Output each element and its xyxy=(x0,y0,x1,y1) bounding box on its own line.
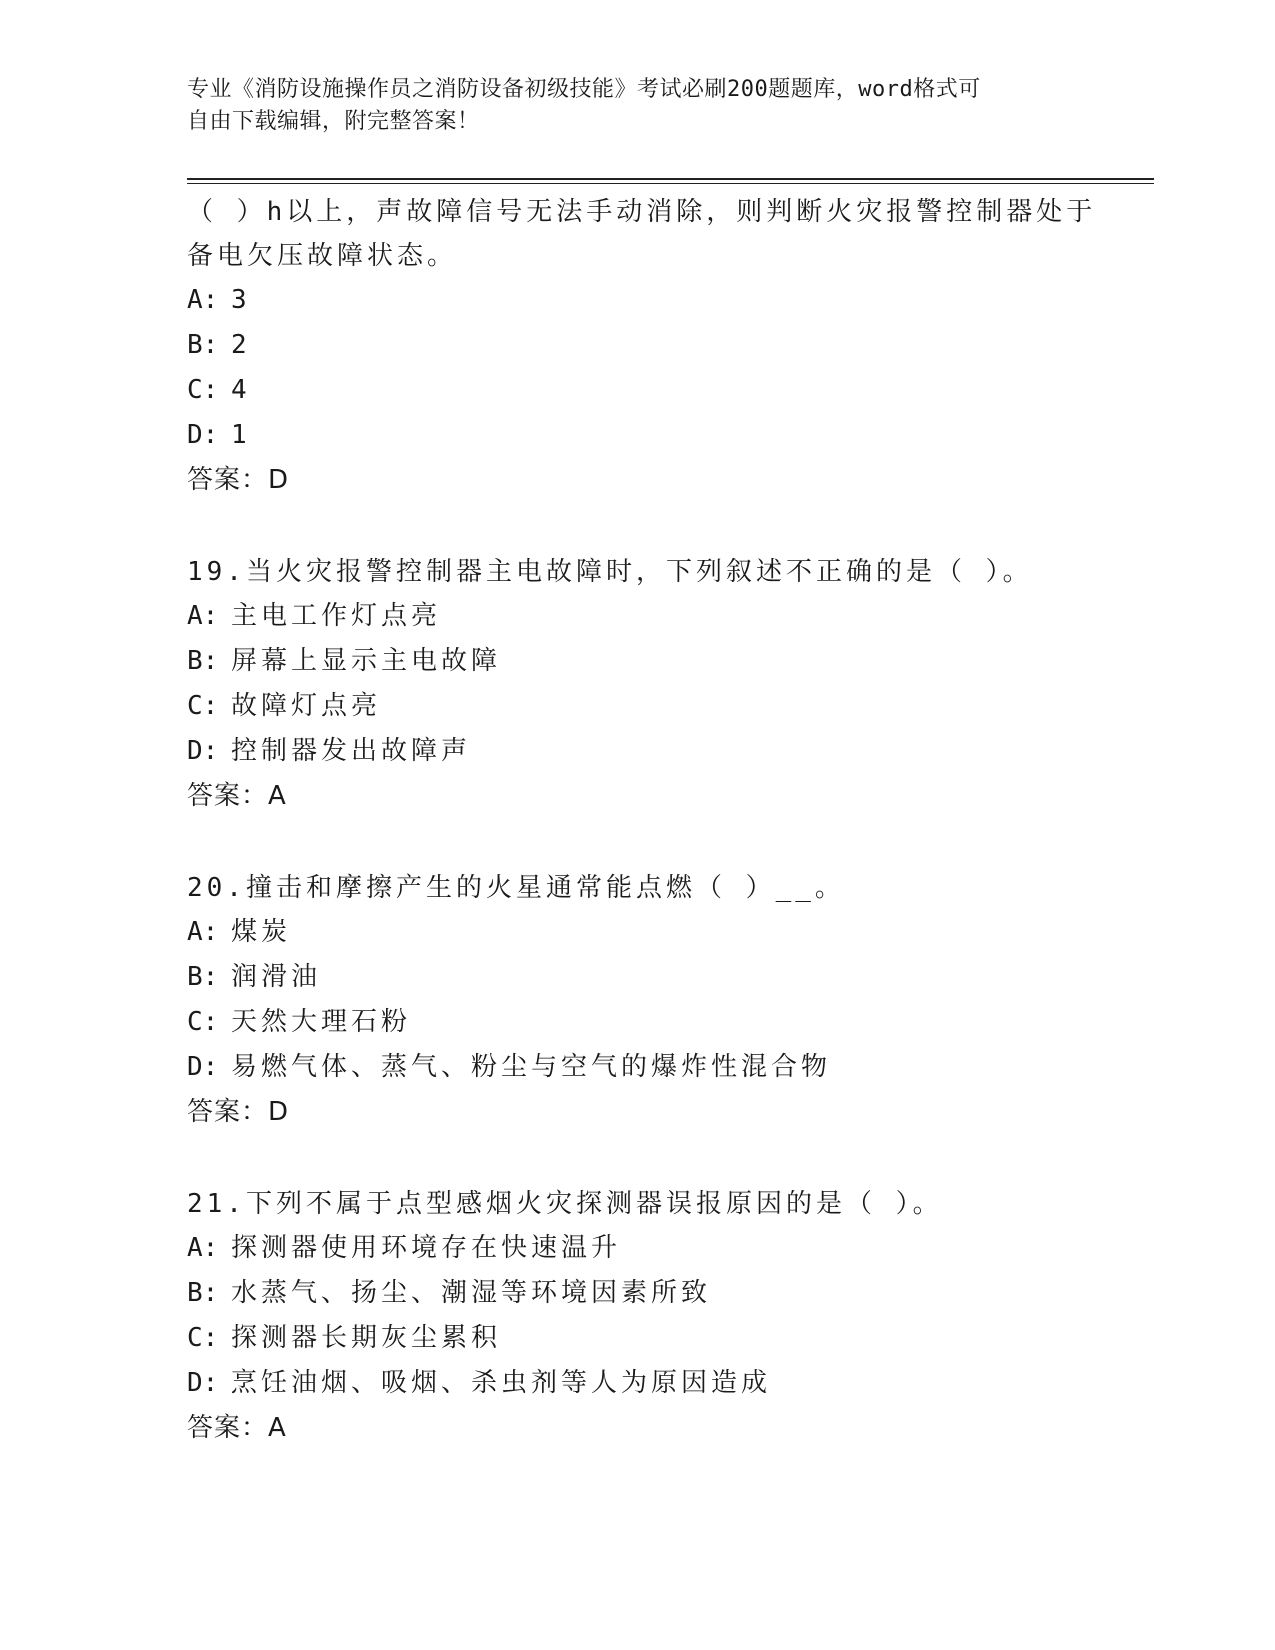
option-text: 易燃气体、蒸气、粉尘与空气的爆炸性混合物 xyxy=(231,1052,832,1082)
option-a xyxy=(187,910,1147,955)
option-letter: C: xyxy=(187,691,219,721)
option-d xyxy=(187,1361,1147,1406)
question-stem-line: 21.下列不属于点型感烟火灾探测器误报原因的是（ ）。 xyxy=(187,1189,943,1219)
option-text: 1 xyxy=(231,420,251,450)
option-d xyxy=(187,729,1147,774)
option-text: 3 xyxy=(231,285,251,315)
document-header xyxy=(187,74,1067,138)
option-text: 控制器发出故障声 xyxy=(231,736,472,766)
option-letter: C: xyxy=(187,375,219,405)
option-b xyxy=(187,639,1147,684)
question-stem-line: 备电欠压故障状态。 xyxy=(187,241,458,271)
option-letter: D: xyxy=(187,420,219,450)
option-text: 4 xyxy=(231,375,251,405)
option-letter: C: xyxy=(187,1007,219,1037)
header-divider-thin xyxy=(187,183,1154,184)
option-text: 屏幕上显示主电故障 xyxy=(231,646,502,676)
option-c xyxy=(187,1316,1147,1361)
option-b xyxy=(187,323,1147,368)
option-letter: D: xyxy=(187,1052,219,1082)
option-letter: A: xyxy=(187,601,219,631)
option-b xyxy=(187,955,1147,1000)
question-stem-line: （ ）h以上，声故障信号无法手动消除，则判断火灾报警控制器处于 xyxy=(187,197,1097,227)
option-letter: A: xyxy=(187,285,219,315)
option-letter: B: xyxy=(187,646,219,676)
question-20 xyxy=(187,866,1147,1135)
option-text: 主电工作灯点亮 xyxy=(231,601,442,631)
option-text: 故障灯点亮 xyxy=(231,691,382,721)
answer-line: 答案：A xyxy=(187,781,287,811)
option-d xyxy=(187,413,1147,458)
option-text: 烹饪油烟、吸烟、杀虫剂等人为原因造成 xyxy=(231,1368,772,1398)
question-18 xyxy=(187,190,1147,503)
answer-line: 答案：D xyxy=(187,1097,290,1127)
question-spacer xyxy=(187,1135,1147,1182)
option-c xyxy=(187,368,1147,413)
question-stem-line: 19.当火灾报警控制器主电故障时，下列叙述不正确的是（ ）。 xyxy=(187,557,1033,587)
option-letter: B: xyxy=(187,962,219,992)
option-text: 煤炭 xyxy=(231,917,292,947)
option-b xyxy=(187,1271,1147,1316)
option-letter: D: xyxy=(187,1368,219,1398)
header-divider-thick xyxy=(187,178,1154,180)
question-stem-line: 20.撞击和摩擦产生的火星通常能点燃（ ）__。 xyxy=(187,873,845,903)
header-title-line-1: 专业《消防设施操作员之消防设备初级技能》考试必刷200题题库，word格式可 xyxy=(187,77,981,102)
option-letter: B: xyxy=(187,330,219,360)
answer-line: 答案：A xyxy=(187,1413,287,1443)
option-letter: A: xyxy=(187,917,219,947)
option-text: 天然大理石粉 xyxy=(231,1007,412,1037)
question-19 xyxy=(187,550,1147,819)
option-letter: D: xyxy=(187,736,219,766)
option-a xyxy=(187,594,1147,639)
option-text: 水蒸气、扬尘、潮湿等环境因素所致 xyxy=(231,1278,712,1308)
option-text: 探测器使用环境存在快速温升 xyxy=(231,1233,622,1263)
header-title-line-2: 自由下载编辑，附完整答案！ xyxy=(187,109,480,134)
question-21 xyxy=(187,1182,1147,1451)
question-spacer xyxy=(187,503,1147,550)
option-a xyxy=(187,1226,1147,1271)
option-a xyxy=(187,278,1147,323)
option-letter: A: xyxy=(187,1233,219,1263)
option-letter: C: xyxy=(187,1323,219,1353)
option-text: 探测器长期灰尘累积 xyxy=(231,1323,502,1353)
answer-line: 答案：D xyxy=(187,465,290,495)
question-list xyxy=(187,190,1147,1451)
option-text: 2 xyxy=(231,330,251,360)
option-c xyxy=(187,684,1147,729)
option-d xyxy=(187,1045,1147,1090)
option-text: 润滑油 xyxy=(231,962,322,992)
option-letter: B: xyxy=(187,1278,219,1308)
option-c xyxy=(187,1000,1147,1045)
question-spacer xyxy=(187,819,1147,866)
